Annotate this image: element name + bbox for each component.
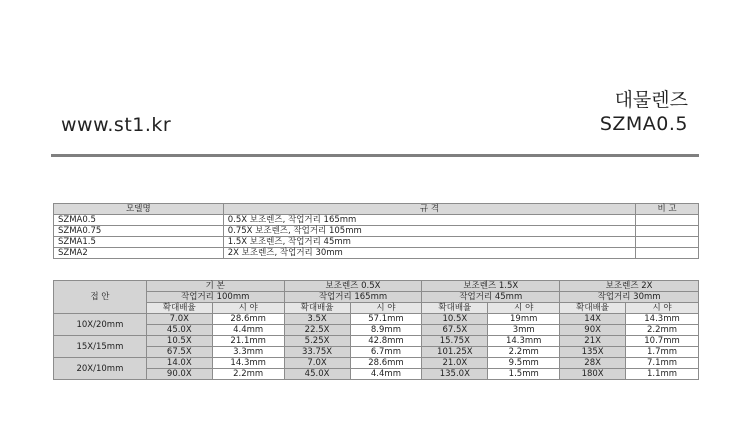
spec-desc: 0.5X 보조렌즈, 작업거리 165mm [223, 215, 635, 226]
group-working-distance: 작업거리 30mm [560, 292, 699, 303]
group-name: 보조렌즈 0.5X [284, 281, 422, 292]
spec-model: SZMA0.5 [54, 215, 224, 226]
field-of-view-value: 8.9mm [350, 325, 422, 336]
magnification-value: 101.25X [422, 347, 488, 358]
eyepiece-header: 접 안 [54, 281, 147, 314]
spec-note [636, 226, 699, 237]
product-title: 대물렌즈 [614, 89, 688, 111]
spec-header-row [54, 204, 699, 215]
magnification-value: 7.0X [146, 314, 212, 325]
field-of-view-value: 9.5mm [488, 358, 560, 369]
field-of-view-value: 2.2mm [212, 369, 284, 380]
field-of-view-value: 1.5mm [488, 369, 560, 380]
col-field-of-view: 시 야 [212, 303, 284, 314]
field-of-view-value: 28.6mm [350, 358, 422, 369]
field-of-view-value: 14.3mm [212, 358, 284, 369]
magnification-value: 10.5X [422, 314, 488, 325]
field-of-view-value: 1.7mm [626, 347, 699, 358]
field-of-view-value: 2.2mm [488, 347, 560, 358]
field-of-view-value: 14.3mm [488, 336, 560, 347]
table-row [54, 369, 699, 380]
field-of-view-value: 3.3mm [212, 347, 284, 358]
magnification-value: 14.0X [146, 358, 212, 369]
spec-model: SZMA2 [54, 248, 224, 259]
title-block [600, 88, 688, 136]
group-name: 보조렌즈 2X [560, 281, 699, 292]
spec-desc: 1.5X 보조렌즈, 작업거리 45mm [223, 237, 635, 248]
spec-note [636, 237, 699, 248]
field-of-view-value: 57.1mm [350, 314, 422, 325]
table-row [54, 336, 699, 347]
spec-desc: 2X 보조렌즈, 작업거리 30mm [223, 248, 635, 259]
magnification-value: 28X [560, 358, 626, 369]
magnification-value: 33.75X [284, 347, 350, 358]
field-of-view-value: 14.3mm [626, 314, 699, 325]
group-name: 기 본 [146, 281, 284, 292]
spec-desc: 0.75X 보조렌즈, 작업거리 105mm [223, 226, 635, 237]
magnification-value: 135.0X [422, 369, 488, 380]
magnification-value: 21X [560, 336, 626, 347]
magnification-value: 45.0X [284, 369, 350, 380]
field-of-view-value: 4.4mm [350, 369, 422, 380]
field-of-view-value: 4.4mm [212, 325, 284, 336]
spec-note [636, 215, 699, 226]
magnification-value: 90.0X [146, 369, 212, 380]
magnification-value: 14X [560, 314, 626, 325]
magnification-value: 135X [560, 347, 626, 358]
magnification-value: 7.0X [284, 358, 350, 369]
group-working-distance: 작업거리 100mm [146, 292, 284, 303]
magnification-value: 22.5X [284, 325, 350, 336]
eyepiece-label: 10X/20mm [54, 314, 147, 336]
table-row [54, 314, 699, 325]
magnification-value: 5.25X [284, 336, 350, 347]
group-working-distance: 작업거리 45mm [422, 292, 560, 303]
spec-model: SZMA1.5 [54, 237, 224, 248]
field-of-view-value: 2.2mm [626, 325, 699, 336]
magnification-value: 45.0X [146, 325, 212, 336]
magnification-value: 21.0X [422, 358, 488, 369]
magnification-value: 67.5X [146, 347, 212, 358]
magnification-value: 3.5X [284, 314, 350, 325]
model-name: SZMA0.5 [599, 113, 688, 135]
col-field-of-view: 시 야 [626, 303, 699, 314]
eyepiece-label: 20X/10mm [54, 358, 147, 380]
field-of-view-value: 7.1mm [626, 358, 699, 369]
col-field-of-view: 시 야 [488, 303, 560, 314]
field-of-view-value: 42.8mm [350, 336, 422, 347]
field-of-view-value: 3mm [488, 325, 560, 336]
table-row [54, 358, 699, 369]
table-row [54, 325, 699, 336]
table-row [54, 248, 699, 259]
group-working-distance: 작업거리 165mm [284, 292, 422, 303]
col-field-of-view: 시 야 [350, 303, 422, 314]
table-row [54, 226, 699, 237]
magnification-table [53, 280, 699, 380]
group-name: 보조렌즈 1.5X [422, 281, 560, 292]
field-of-view-value: 10.7mm [626, 336, 699, 347]
spec-col-model: 모델명 [54, 204, 224, 215]
spec-table [53, 203, 699, 259]
spec-col-note: 비 고 [636, 204, 699, 215]
table-row [54, 215, 699, 226]
field-of-view-value: 28.6mm [212, 314, 284, 325]
col-magnification: 확대배율 [284, 303, 350, 314]
col-magnification: 확대배율 [146, 303, 212, 314]
spec-col-spec: 규 격 [223, 204, 635, 215]
magnification-value: 15.75X [422, 336, 488, 347]
magnification-value: 180X [560, 369, 626, 380]
table-row [54, 347, 699, 358]
field-of-view-value: 6.7mm [350, 347, 422, 358]
col-magnification: 확대배율 [560, 303, 626, 314]
field-of-view-value: 19mm [488, 314, 560, 325]
field-of-view-value: 1.1mm [626, 369, 699, 380]
magnification-value: 10.5X [146, 336, 212, 347]
table-row [54, 237, 699, 248]
spec-model: SZMA0.75 [54, 226, 224, 237]
magnification-value: 90X [560, 325, 626, 336]
eyepiece-label: 15X/15mm [54, 336, 147, 358]
magnification-value: 67.5X [422, 325, 488, 336]
field-of-view-value: 21.1mm [212, 336, 284, 347]
spec-note [636, 248, 699, 259]
site-url: www.st1.kr [61, 114, 172, 136]
col-magnification: 확대배율 [422, 303, 488, 314]
header-divider [51, 154, 699, 157]
